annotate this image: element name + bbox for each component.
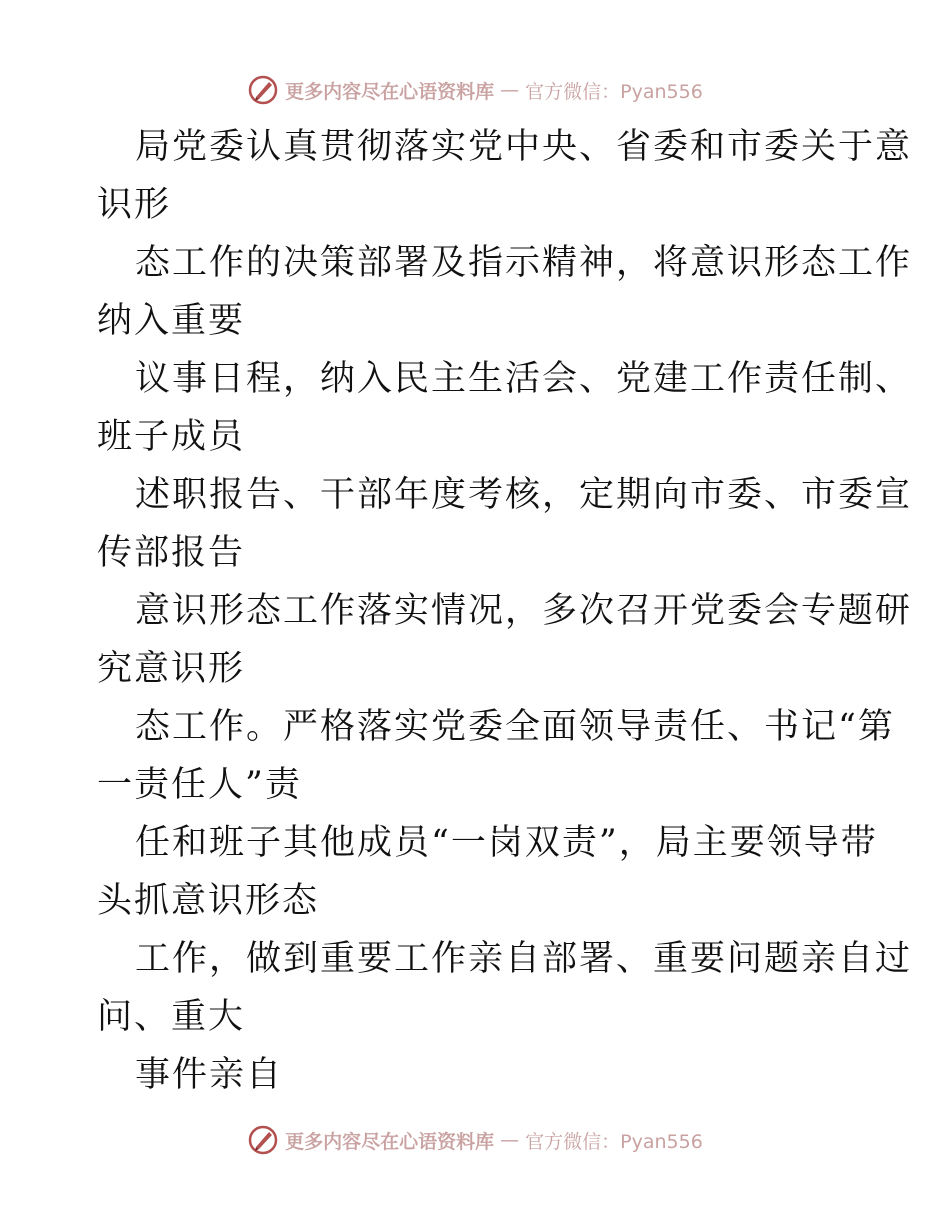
text-line: 议事日程，纳入民主生活会、党建工作责任制、 [135, 359, 913, 399]
text-line: 意识形态工作落实情况，多次召开党委会专题研 [135, 591, 913, 631]
text-line: 班子成员 [97, 417, 246, 457]
watermark-contact: 官方微信：Pyan556 [525, 1130, 703, 1153]
text-line: 传部报告 [97, 533, 246, 573]
text-line: 工作，做到重要工作亲自部署、重要问题亲自过 [135, 939, 913, 979]
watermark-contact: 官方微信：Pyan556 [525, 80, 703, 103]
header-watermark [0, 70, 950, 110]
text-line: 事件亲自 [135, 1055, 284, 1095]
pen-logo-icon [247, 1124, 279, 1156]
text-line: 态工作的决策部署及指示精神，将意识形态工作 [135, 243, 913, 283]
text-line: 局党委认真贯彻落实党中央、省委和市委关于意 [135, 127, 913, 167]
text-line: 识形 [97, 185, 172, 225]
document-body [97, 118, 913, 1104]
footer-watermark [0, 1120, 950, 1160]
watermark-text: 更多内容尽在心语资料库 [285, 1130, 495, 1153]
text-line: 问、重大 [97, 997, 246, 1037]
watermark-dash: — [500, 1129, 520, 1151]
pen-logo-icon [247, 74, 279, 106]
text-line: 头抓意识形态 [97, 881, 320, 921]
text-line: 纳入重要 [97, 301, 246, 341]
text-line: 任和班子其他成员“一岗双责”，局主要领导带 [135, 823, 878, 863]
text-line: 究意识形 [97, 649, 246, 689]
text-line: 一责任人”责 [97, 765, 302, 805]
text-line: 态工作。严格落实党委全面领导责任、书记“第 [135, 707, 895, 747]
watermark-text: 更多内容尽在心语资料库 [285, 80, 495, 103]
text-line: 述职报告、干部年度考核，定期向市委、市委宣 [135, 475, 913, 515]
watermark-dash: — [500, 79, 520, 101]
